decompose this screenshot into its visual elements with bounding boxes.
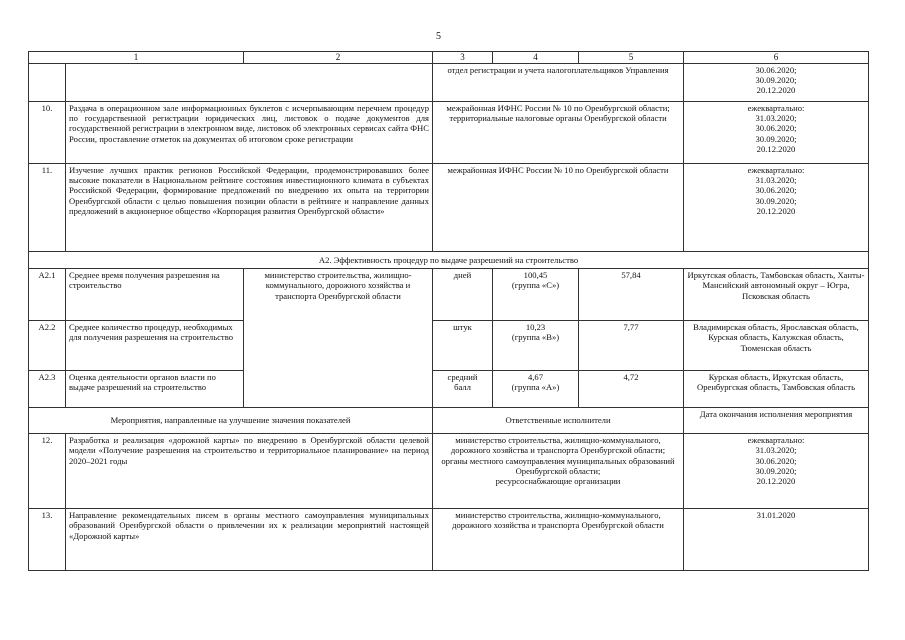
measure-text: Направление рекомендательных писем в органы местного самоуправления муниципальных образований Оренбургской области о привлечении их к реализации мероприятий настоящей «Дорожной карты» — [66, 509, 433, 571]
regions-cell: Курская область, Иркутская область, Оренбургская область, Тамбовская область — [684, 371, 869, 408]
actual-value-cell: 4,72 — [579, 371, 684, 408]
deadline-cell: ежеквартально: 31.03.2020; 30.06.2020; 30.09.2020; 20.12.2020 — [684, 163, 869, 251]
column-numbers-row — [29, 52, 869, 64]
measures-header-row — [29, 408, 869, 434]
deadline-header: Дата окончания исполнения мероприятия — [684, 408, 869, 434]
regions-cell: Иркутская область, Тамбовская область, Ханты-Мансийский автономный округ – Югра, Псковская область — [684, 269, 869, 321]
table-row — [29, 269, 869, 321]
actual-value-cell: 57,84 — [579, 269, 684, 321]
target-value-cell: 10,23 (группа «В») — [493, 321, 579, 371]
actual-value-cell: 7,77 — [579, 321, 684, 371]
page-number: 5 — [436, 31, 441, 42]
table-row — [29, 63, 869, 101]
regions-cell: Владимирская область, Ярославская область, Курская область, Калужская область, Тюменская область — [684, 321, 869, 371]
measures-title: Мероприятия, направленные на улучшение значения показателей — [29, 408, 433, 434]
row-number: 11. — [29, 163, 66, 251]
indicator-code: А2.2 — [29, 321, 66, 371]
responsible-header: Ответственные исполнители — [433, 408, 684, 434]
deadline-cell: ежеквартально: 31.03.2020; 30.06.2020; 30.09.2020; 20.12.2020 — [684, 434, 869, 509]
responsible-cell: межрайонная ИФНС России № 10 по Оренбургской области — [433, 163, 684, 251]
row-number: 13. — [29, 509, 66, 571]
responsible-cell: министерство строительства, жилищно-коммунального, дорожного хозяйства и транспорта Оренбургской области; органы местного самоуправления муниципальных образований Оренбургской области; ресурсоснабжающие организации — [433, 434, 684, 509]
col-header-2: 2 — [244, 52, 433, 64]
deadline-cell: 30.06.2020; 30.09.2020; 20.12.2020 — [684, 63, 869, 101]
responsible-cell: министерство строительства, жилищно-коммунального, дорожного хозяйства и транспорта Оренбургской области — [433, 509, 684, 571]
row-number: 10. — [29, 101, 66, 163]
section-title: А2. Эффективность процедур по выдаче разрешений на строительство — [29, 251, 869, 268]
roadmap-table — [28, 51, 869, 571]
indicator-code: А2.1 — [29, 269, 66, 321]
measure-text: Раздача в операционном зале информационных буклетов с исчерпывающим перечнем процедур по государственной регистрации юридических лиц, листовок о подаче документов для государственной регистрации в электронном виде, листовок об электронных сервисах сайта ФНС России, проставление отметок на документах об итоговом сроке регистрации — [66, 101, 433, 163]
col-header-6: 6 — [684, 52, 869, 64]
responsible-cell: министерство строительства, жилищно-коммунального, дорожного хозяйства и транспорта Оренбургской области — [244, 269, 433, 408]
target-value-cell: 4,67 (группа «А») — [493, 371, 579, 408]
unit-cell: средний балл — [433, 371, 493, 408]
col-header-4: 4 — [493, 52, 579, 64]
col-header-5: 5 — [579, 52, 684, 64]
deadline-cell: 31.01.2020 — [684, 509, 869, 571]
table-row — [29, 434, 869, 509]
indicator-name: Оценка деятельности органов власти по выдаче разрешений на строительство — [66, 371, 244, 408]
col-header-3: 3 — [433, 52, 493, 64]
measure-text: Разработка и реализация «дорожной карты» по внедрению в Оренбургской области целевой модели «Получение разрешения на строительство и территориальное планирование» на период 2020–2021 годы — [66, 434, 433, 509]
unit-cell: штук — [433, 321, 493, 371]
responsible-cell: межрайонная ИФНС России № 10 по Оренбургской области; территориальные налоговые органы Оренбургской области — [433, 101, 684, 163]
indicator-name: Среднее количество процедур, необходимых для получения разрешения на строительство — [66, 321, 244, 371]
table-row — [29, 163, 869, 251]
section-row — [29, 251, 869, 268]
row-number: 12. — [29, 434, 66, 509]
responsible-cell: отдел регистрации и учета налогоплательщиков Управления — [433, 63, 684, 101]
indicator-name: Среднее время получения разрешения на строительство — [66, 269, 244, 321]
table-row — [29, 321, 869, 371]
table-row — [29, 509, 869, 571]
table-row — [29, 101, 869, 163]
target-value-cell: 100,45 (группа «С») — [493, 269, 579, 321]
table-row — [29, 371, 869, 408]
deadline-cell: ежеквартально: 31.03.2020; 30.06.2020; 30.09.2020; 20.12.2020 — [684, 101, 869, 163]
measure-text: Изучение лучших практик регионов Российской Федерации, продемонстрировавших более высокие показатели в Национальном рейтинге состояния инвестиционного климата в субъектах Российской Федерации, формирование предложений по внедрению их опыта на территории Оренбургской области с целью повышения позиции области в рейтинге и направление данных предложений в акционерное общество «Корпорация развития Оренбургской области» — [66, 163, 433, 251]
unit-cell: дней — [433, 269, 493, 321]
col-header-1: 1 — [29, 52, 244, 64]
indicator-code: А2.3 — [29, 371, 66, 408]
